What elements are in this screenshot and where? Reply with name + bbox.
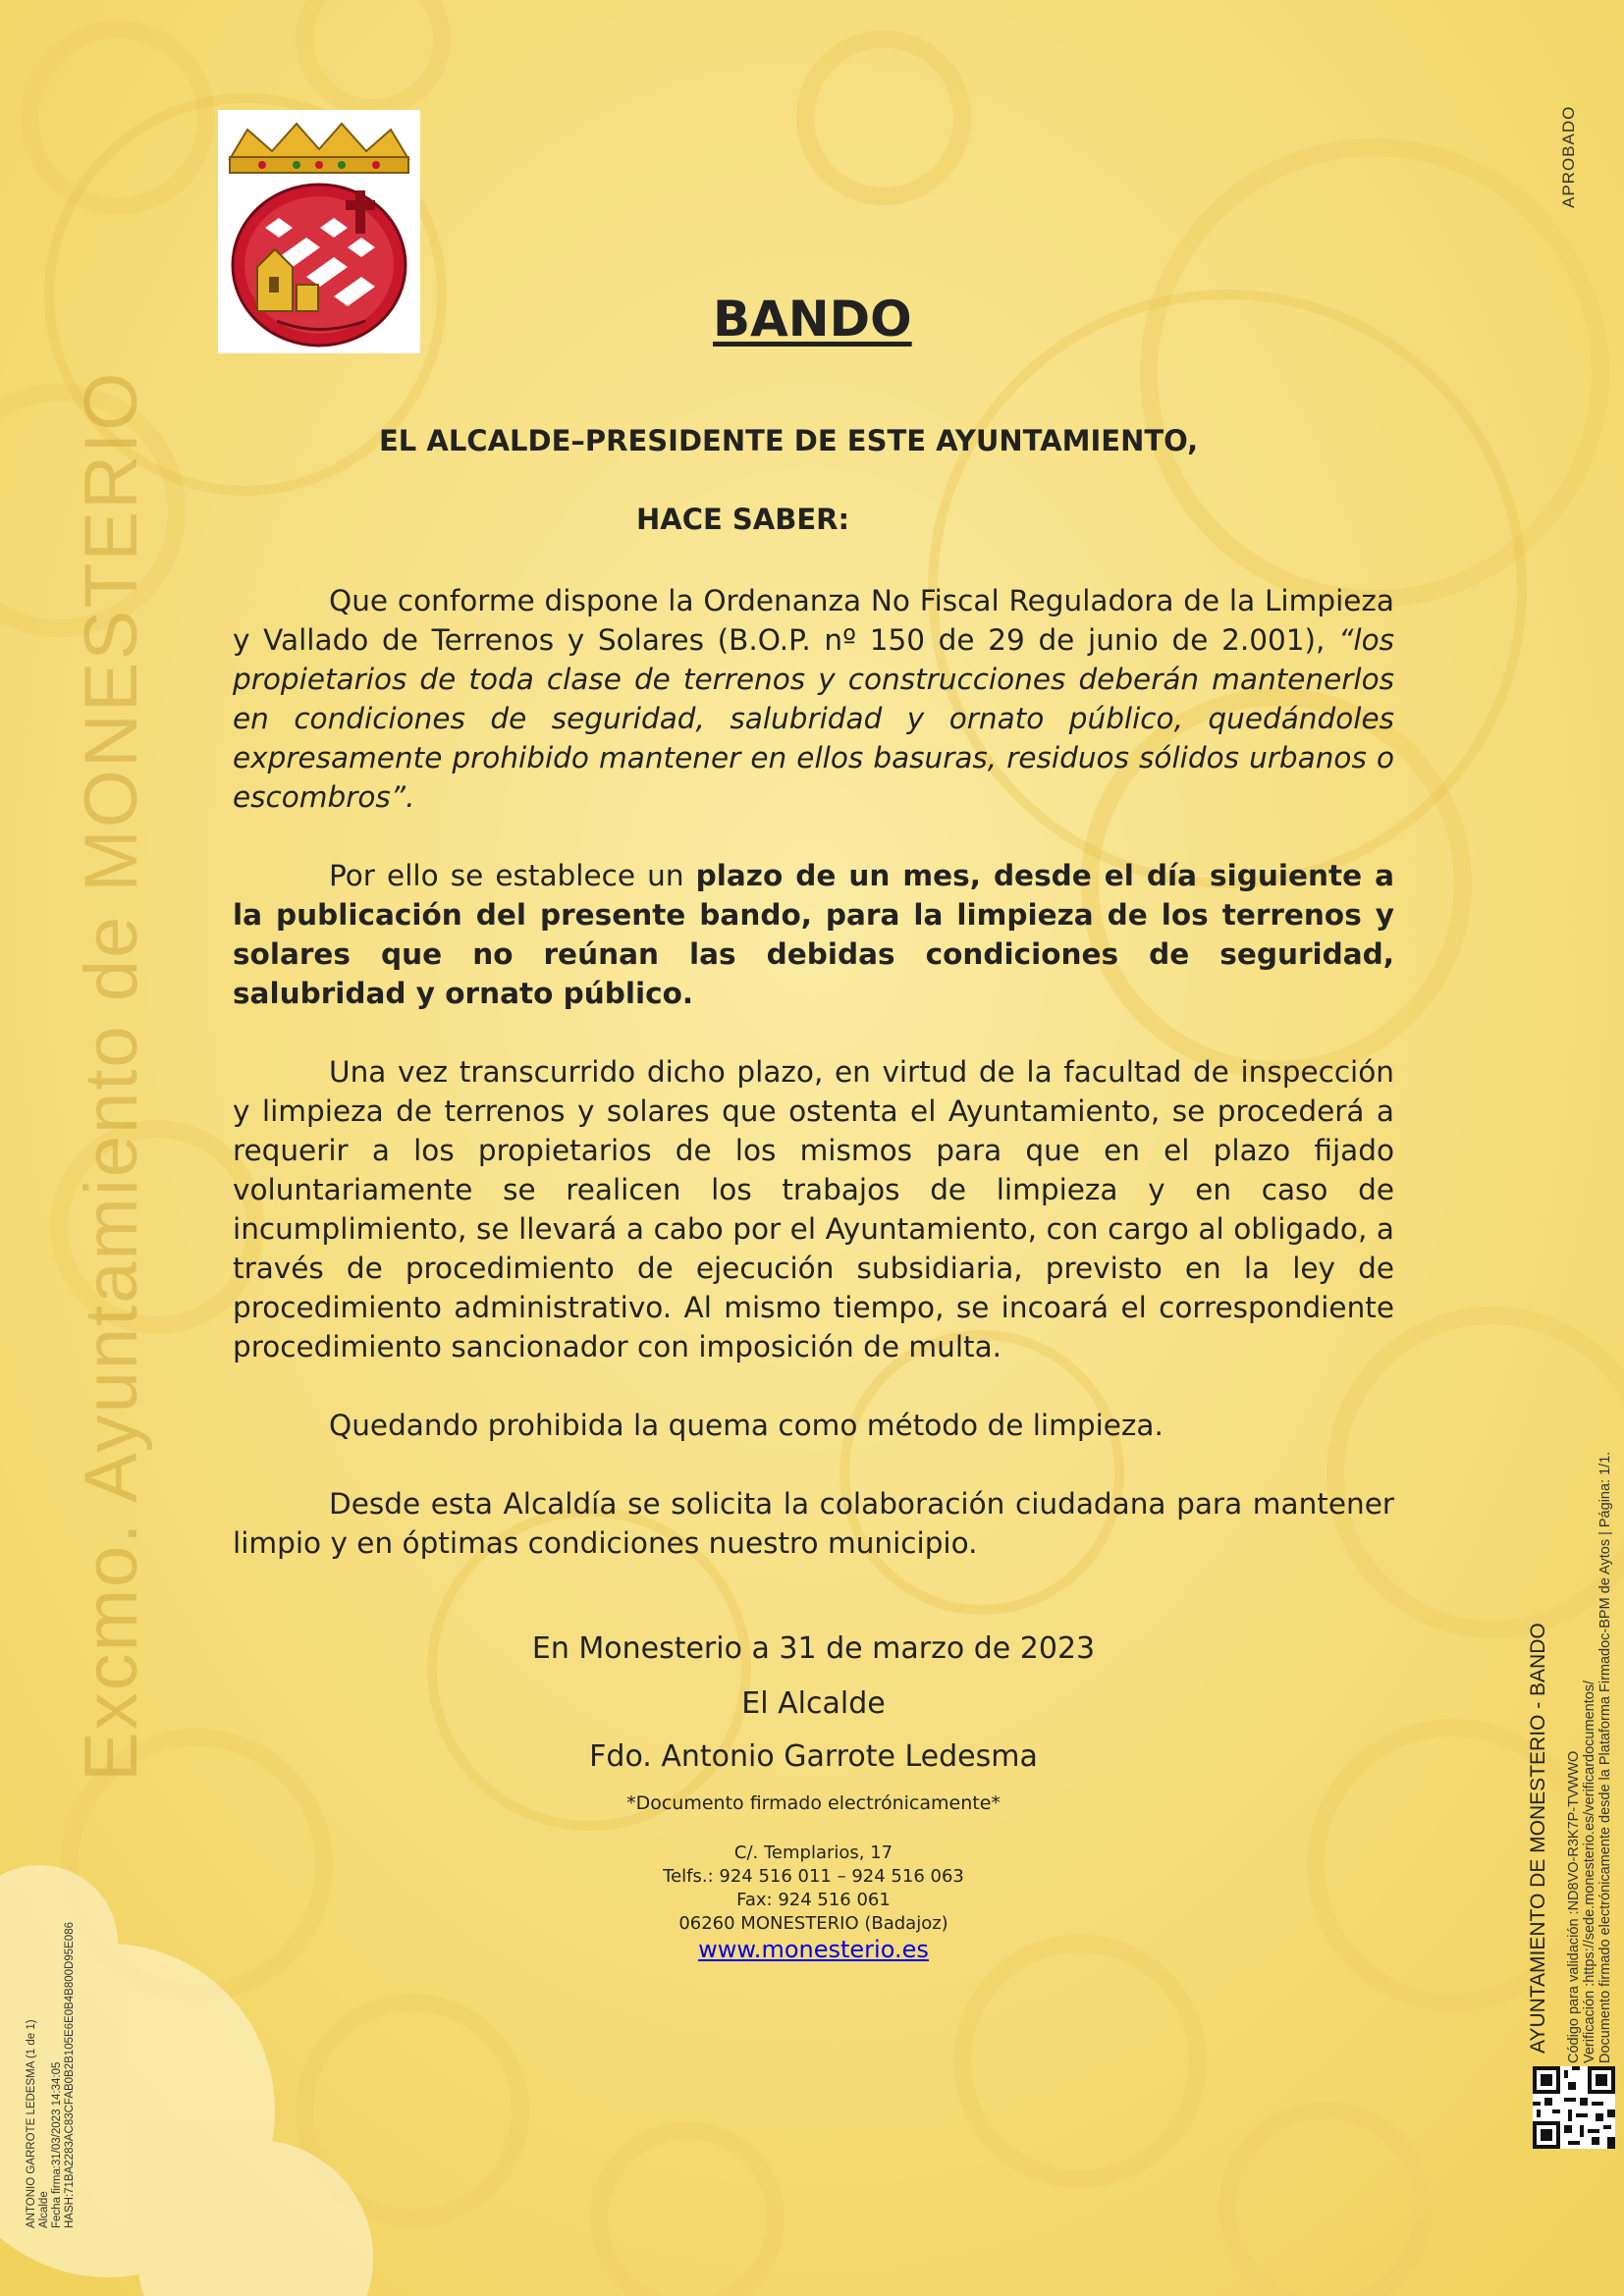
verification-url[interactable]: Verificación :https://sede.monesterio.es/verificardocumentos/ (1582, 1680, 1597, 2063)
paragraph-enforcement (233, 1052, 1394, 1366)
collaboration-text: Desde esta Alcaldía se solicita la colaboración ciudadana para mantener limpio y en óptimas condiciones nuestro municipio. (233, 1487, 1394, 1560)
ordinance-quote: “los propietarios de toda clase de terrenos y construcciones deberán mantenerlos en condiciones de seguridad, salubridad y ornato público, quedándoles expresamente prohibido mantener en ellos basuras, residuos sólidos urbanos o escombros”. (233, 623, 1394, 814)
signer-stamp (26, 1922, 77, 2228)
validation-code: Código para validación :ND8VO-R3K7P-TVWWO (1566, 1750, 1582, 2063)
page-title: BANDO (713, 291, 912, 347)
phones: Telfs.: 924 516 011 – 924 516 063 (663, 1866, 964, 1887)
signer-line: Alcalde (38, 2191, 50, 2228)
signer-line: HASH:71BA2283AC83CFAB0B2B105E6E0B4B800D95E086 (64, 1922, 76, 2228)
ordinance-text: Que conforme dispone la Ordenanza No Fiscal Reguladora de la Limpieza y Vallado de Terrenos y Solares (B.O.P. nº 150 de 29 de junio de 2.001), (233, 584, 1394, 657)
paragraph-collaboration (233, 1484, 1394, 1563)
validation-info (1566, 1452, 1613, 2063)
website-row (233, 1936, 1394, 1963)
address: C/. Templarios, 17 (733, 1842, 893, 1863)
coat-of-arms-icon (218, 110, 420, 353)
signed-note: *Documento firmado electrónicamente* (626, 1792, 1001, 1814)
platform-note: Documento firmado electrónicamente desde la Plataforma Firmadoc-BPM de Aytos | Página: 1/1. (1597, 1451, 1613, 2063)
authority-heading: EL ALCALDE–PRESIDENTE DE ESTE AYUNTAMIENTO, (379, 424, 1199, 457)
deadline-bold: plazo de un mes, desde el día siguiente a la publicación del presente bando, para la limpieza de los terrenos y solares que no reúnan las debidas condiciones de seguridad, salubridad y ornato público. (233, 859, 1394, 1010)
enforcement-text: Una vez transcurrido dicho plazo, en virtud de la facultad de inspección y limpieza de terrenos y solares que ostenta el Ayuntamiento, se procederá a requerir a los propietarios de los mismos para que en el plazo fijado voluntariamente se realicen los trabajos de limpieza y en caso de incumplimiento, se llevará a cabo por el Ayuntamiento, con cargo al obligado, a través de procedimiento de ejecución subsidiaria, previsto en la ley de procedimiento administrativo. Al mismo tiempo, se incoará el correspondiente procedimiento sancionador con imposición de multa. (233, 1055, 1394, 1363)
paragraph-deadline (233, 856, 1394, 1013)
deadline-intro: Por ello se establece un (329, 859, 696, 892)
signer-line: Fecha firma:31/03/2023 14:34:05 (51, 2061, 63, 2228)
burning-text: Quedando prohibida la quema como método de limpieza. (329, 1409, 1164, 1442)
place-date: En Monesterio a 31 de marzo de 2023 (531, 1631, 1096, 1666)
postal-address: 06260 MONESTERIO (Badajoz) (678, 1913, 948, 1934)
signer-line: ANTONIO GARROTE LEDESMA (1 de 1) (26, 2019, 37, 2228)
paragraph-ordinance (233, 581, 1394, 817)
approved-stamp: APROBADO (1559, 105, 1578, 208)
coat-of-arms (218, 110, 420, 353)
signer-role: El Alcalde (741, 1686, 886, 1721)
watermark-text: Excmo. Ayuntamiento de MONESTERIO (70, 370, 153, 1782)
paragraph-burning (233, 1406, 1394, 1445)
fax: Fax: 924 516 061 (736, 1890, 891, 1910)
side-title: AYUNTAMIENTO DE MONESTERIO - BANDO (1527, 1623, 1549, 2054)
website-link[interactable]: www.monesterio.es (698, 1936, 929, 1963)
qr-code-icon[interactable] (1533, 2066, 1615, 2149)
contact-block (233, 1842, 1394, 1936)
signer-name: Fdo. Antonio Garrote Ledesma (589, 1739, 1038, 1774)
announce-heading: HACE SABER: (636, 503, 850, 536)
